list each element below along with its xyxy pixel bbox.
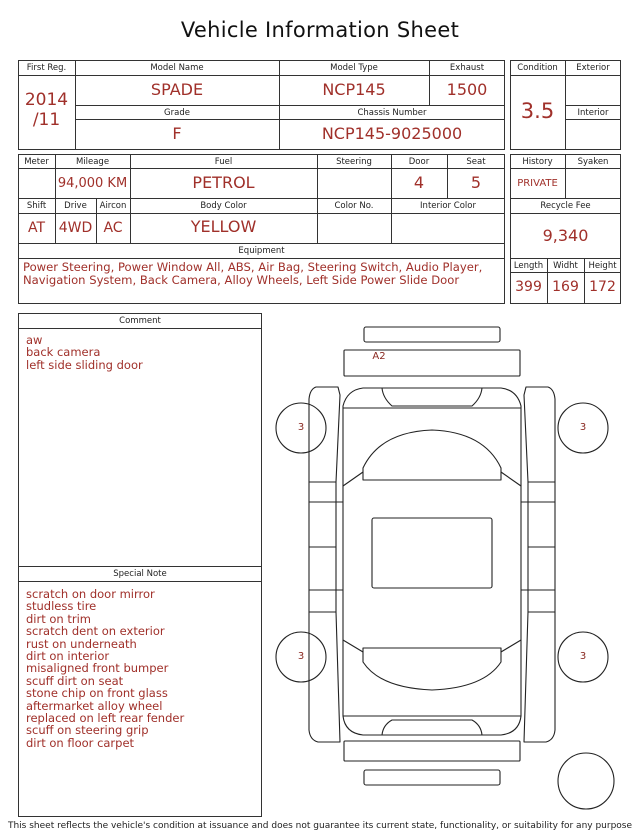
exhaust-value: 1500: [446, 80, 488, 99]
first-reg-year: 2014: [24, 90, 69, 110]
list-item: scratch on door mirror: [26, 587, 155, 601]
list-item: scuff on steering grip: [26, 723, 149, 738]
left-doors: [309, 482, 343, 612]
exhaust-label: Exhaust: [449, 63, 485, 73]
list-item: scuff dirt on seat: [26, 673, 124, 688]
model-type-value: NCP145: [322, 80, 386, 99]
shift-label: Shift: [26, 201, 47, 211]
chassis-value: NCP145-9025000: [321, 124, 463, 143]
rear-right-mark: 3: [579, 651, 587, 662]
list-item: replaced on left rear fender: [26, 711, 185, 726]
length-label: Length: [513, 261, 544, 271]
left-side-panel: [309, 387, 340, 482]
width-value: 169: [552, 279, 579, 295]
interior-label: Interior: [577, 108, 609, 118]
grade-label: Grade: [164, 108, 190, 118]
recycle-fee-label: Recycle Fee: [540, 201, 591, 211]
height-label: Height: [588, 261, 617, 271]
seat-label: Seat: [466, 157, 486, 167]
door-label: Door: [408, 157, 430, 167]
list-item: dirt on trim: [26, 611, 92, 626]
body-color-value: YELLOW: [190, 217, 257, 236]
list-item: aw: [26, 333, 43, 347]
fuel-value: PETROL: [192, 173, 255, 192]
recycle-fee-value: 9,340: [542, 226, 589, 245]
list-item: rust on underneath: [26, 636, 137, 651]
model-name-label: Model Name: [150, 63, 204, 73]
height-value: 172: [589, 279, 616, 295]
left-rear-panel: [309, 612, 340, 742]
drive-value: 4WD: [58, 220, 93, 236]
list-item: left side sliding door: [26, 357, 143, 372]
first-reg-label: First Reg.: [26, 63, 67, 73]
drive-label: Drive: [64, 201, 87, 211]
equipment-label: Equipment: [238, 246, 285, 256]
comment-label: Comment: [119, 316, 161, 326]
hood: [382, 388, 482, 406]
special-note-label: Special Note: [113, 569, 167, 579]
syaken-label: Syaken: [577, 157, 609, 167]
aircon-label: Aircon: [99, 201, 127, 211]
right-doors: [521, 482, 555, 612]
color-no-label: Color No.: [334, 201, 374, 211]
fuel-label: Fuel: [214, 157, 233, 167]
front-left-mark: 3: [297, 422, 305, 433]
rear-left-mark: 3: [297, 651, 305, 662]
first-reg-month: /11: [32, 110, 61, 130]
rear-bumper: [344, 741, 520, 761]
spare-tire: [558, 753, 614, 809]
mileage-value: 94,000 KM: [57, 176, 128, 191]
steering-label: Steering: [336, 157, 372, 167]
history-label: History: [522, 157, 553, 167]
right-side-panel: [524, 387, 555, 482]
mileage-label: Mileage: [75, 157, 110, 167]
exterior-label: Exterior: [576, 63, 610, 73]
meter-label: Meter: [24, 157, 49, 167]
body-color-label: Body Color: [200, 201, 247, 211]
car-body-outline: [343, 388, 521, 735]
hood-mark: A2: [372, 351, 386, 362]
seat-value: 5: [470, 173, 482, 192]
list-item: misaligned front bumper: [26, 661, 169, 676]
front-right-mark: 3: [579, 422, 587, 433]
history-value: PRIVATE: [517, 178, 558, 189]
list-item: scratch dent on exterior: [26, 624, 165, 639]
list-item: stone chip on front glass: [26, 686, 168, 701]
door-value: 4: [413, 173, 425, 192]
aircon-value: AC: [103, 220, 123, 236]
interior-color-label: Interior Color: [420, 201, 476, 211]
width-label: Widht: [553, 261, 578, 271]
windshield: [363, 430, 501, 480]
rear-window: [363, 648, 501, 690]
right-rear-panel: [524, 612, 555, 742]
list-item: aftermarket alloy wheel: [26, 698, 163, 713]
list-item: dirt on interior: [26, 649, 110, 664]
chassis-label: Chassis Number: [357, 108, 427, 118]
shift-value: AT: [27, 220, 46, 236]
length-value: 399: [515, 279, 542, 295]
footer-disclaimer: This sheet reflects the vehicle's condition at issuance and does not guarantee its current state, functionality, or suitability for any purpose: [7, 821, 633, 831]
model-name-value: SPADE: [150, 80, 204, 99]
list-item: dirt on floor carpet: [26, 735, 135, 750]
equipment-text: Power Steering, Power Window All, ABS, Air Bag, Steering Switch, Audio Player, Navigation System, Back Camera, Alloy Wheels, Left Side Power Slide Door: [23, 260, 483, 287]
front-bumper-bar: [364, 327, 500, 342]
rear-bumper-bar: [364, 770, 500, 785]
list-item: studless tire: [26, 599, 97, 614]
condition-grade: 3.5: [520, 99, 555, 123]
grade-value: F: [172, 124, 182, 143]
condition-label: Condition: [517, 63, 558, 73]
list-item: back camera: [26, 345, 101, 360]
roof: [372, 518, 492, 588]
page-title: Vehicle Information Sheet: [180, 18, 460, 42]
model-type-label: Model Type: [330, 63, 378, 73]
